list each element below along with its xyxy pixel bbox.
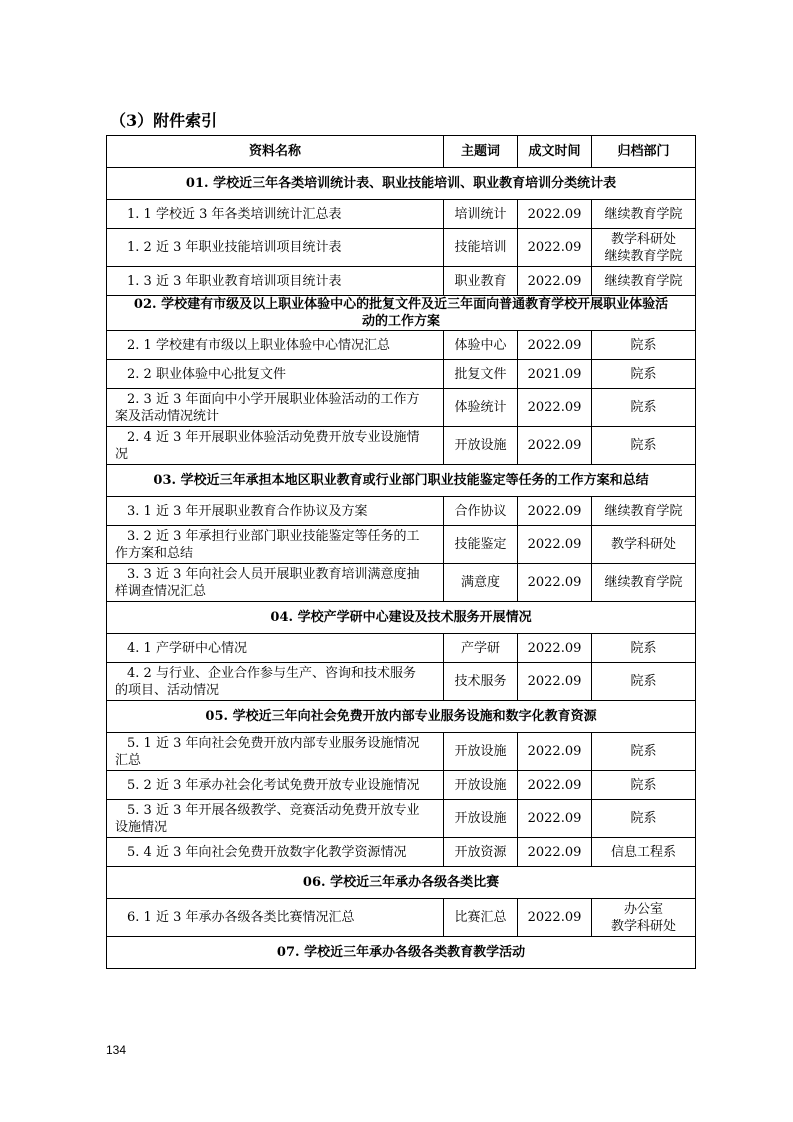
- section-row: [107, 701, 696, 733]
- keyword-cell: 比赛汇总: [444, 899, 518, 937]
- section-title: 05. 学校近三年向社会免费开放内部专业服务设施和数字化教育资源: [205, 709, 597, 724]
- keyword-cell: 批复文件: [444, 360, 518, 389]
- document-name: 1. 1 学校近 3 年各类培训统计汇总表: [127, 206, 342, 222]
- document-name: 案及活动情况统计: [115, 408, 220, 424]
- document-name-cell: [107, 526, 444, 564]
- table-row: [107, 899, 696, 937]
- keyword-cell: 培训统计: [444, 200, 518, 229]
- table-row: [107, 733, 696, 771]
- department-cell: [592, 200, 696, 229]
- document-name-cell: [107, 899, 444, 937]
- section-title: 03. 学校近三年承担本地区职业教育或行业部门职业技能鉴定等任务的工作方案和总结: [153, 473, 649, 488]
- department-cell: [592, 229, 696, 267]
- document-name: 1. 3 近 3 年职业教育培训项目统计表: [127, 273, 342, 289]
- department: 院系: [630, 674, 657, 689]
- department: 继续教育学院: [604, 575, 683, 590]
- date-cell: 2022.09: [518, 200, 592, 229]
- department: 信息工程系: [610, 844, 676, 860]
- keyword-cell: 开放设施: [444, 733, 518, 771]
- department-cell: [592, 564, 696, 602]
- table-header-row: [107, 136, 696, 168]
- section-title-cell: [107, 937, 696, 969]
- document-name: 6. 1 近 3 年承办各级各类比赛情况汇总: [127, 910, 355, 925]
- keyword-cell: 开放资源: [444, 838, 518, 867]
- department-cell: [592, 634, 696, 663]
- column-header: 资料名称: [107, 136, 444, 168]
- document-name-cell: [107, 800, 444, 838]
- document-name-cell: [107, 331, 444, 360]
- document-name-cell: [107, 663, 444, 701]
- table-body: [107, 168, 696, 969]
- section-title: 01. 学校近三年各类培训统计表、职业技能培训、职业教育培训分类统计表: [185, 176, 617, 191]
- department-cell: [592, 427, 696, 465]
- department: 办公室: [623, 901, 663, 917]
- keyword-cell: 体验统计: [444, 389, 518, 427]
- date-cell: 2022.09: [518, 497, 592, 526]
- document-name: 3. 2 近 3 年承担行业部门职业技能鉴定等任务的工: [127, 528, 420, 544]
- section-title-cell: [107, 701, 696, 733]
- department: 院系: [630, 400, 657, 415]
- department-cell: [592, 360, 696, 389]
- section-title: 04. 学校产学研中心建设及技术服务开展情况: [270, 610, 532, 625]
- date-cell: 2022.09: [518, 427, 592, 465]
- document-name: 2. 4 近 3 年开展职业体验活动免费开放专业设施情: [127, 429, 420, 445]
- document-name: 2. 2 职业体验中心批复文件: [127, 366, 286, 382]
- department: 教学科研处: [610, 231, 676, 247]
- document-name: 4. 2 与行业、企业合作参与生产、咨询和技术服务: [127, 665, 416, 681]
- document-name: 2. 1 学校建有市级以上职业体验中心情况汇总: [127, 337, 390, 353]
- department: 继续教育学院: [604, 248, 683, 264]
- keyword-cell: 开放设施: [444, 771, 518, 800]
- document-name-cell: [107, 427, 444, 465]
- table-row: [107, 663, 696, 701]
- column-header: 主题词: [444, 136, 518, 168]
- document-name-cell: [107, 229, 444, 267]
- document-name-cell: [107, 771, 444, 800]
- table-row: [107, 200, 696, 229]
- column-header: 成文时间: [518, 136, 592, 168]
- document-name-cell: [107, 267, 444, 296]
- department: 院系: [630, 640, 657, 656]
- section-row: [107, 937, 696, 969]
- document-name: 汇总: [115, 752, 142, 768]
- department-cell: [592, 800, 696, 838]
- table-row: [107, 331, 696, 360]
- department: 院系: [630, 438, 657, 453]
- table-row: [107, 634, 696, 663]
- date-cell: 2022.09: [518, 331, 592, 360]
- document-name: 5. 4 近 3 年向社会免费开放数字化教学资源情况: [127, 844, 407, 860]
- document-name-cell: [107, 200, 444, 229]
- section-title-cell: [107, 296, 696, 331]
- date-cell: 2022.09: [518, 229, 592, 267]
- department: 院系: [630, 337, 657, 353]
- column-header: 归档部门: [592, 136, 696, 168]
- department-cell: [592, 267, 696, 296]
- section-row: [107, 168, 696, 200]
- section-title-cell: [107, 867, 696, 899]
- section-title: 02. 学校建有市级及以上职业体验中心的批复文件及近三年面向普通教育学校开展职业体验活: [133, 297, 669, 312]
- table-row: [107, 497, 696, 526]
- page-number: 134: [106, 1043, 127, 1057]
- section-title: 07. 学校近三年承办各级各类教育教学活动: [276, 945, 526, 960]
- keyword-cell: 技术服务: [444, 663, 518, 701]
- table-row: [107, 526, 696, 564]
- date-cell: 2022.09: [518, 733, 592, 771]
- keyword-cell: 满意度: [444, 564, 518, 602]
- document-name-cell: [107, 389, 444, 427]
- keyword-cell: 体验中心: [444, 331, 518, 360]
- department-cell: [592, 733, 696, 771]
- section-row: [107, 296, 696, 331]
- section-row: [107, 867, 696, 899]
- department: 院系: [630, 366, 657, 382]
- department: 院系: [630, 744, 657, 759]
- department: 继续教育学院: [604, 503, 683, 519]
- keyword-cell: 技能鉴定: [444, 526, 518, 564]
- department-cell: [592, 838, 696, 867]
- date-cell: 2022.09: [518, 389, 592, 427]
- document-name: 5. 2 近 3 年承办社会化考试免费开放专业设施情况: [127, 777, 420, 793]
- table-row: [107, 267, 696, 296]
- section-title: 06. 学校近三年承办各级各类比赛: [302, 875, 500, 890]
- department: 教学科研处: [610, 918, 676, 934]
- date-cell: 2022.09: [518, 634, 592, 663]
- section-row: [107, 465, 696, 497]
- document-name-cell: [107, 634, 444, 663]
- document-name: 5. 1 近 3 年向社会免费开放内部专业服务设施情况: [127, 735, 420, 751]
- document-name-cell: [107, 360, 444, 389]
- department-cell: [592, 389, 696, 427]
- date-cell: 2022.09: [518, 564, 592, 602]
- table-row: [107, 564, 696, 602]
- keyword-cell: 职业教育: [444, 267, 518, 296]
- document-name-cell: [107, 497, 444, 526]
- keyword-cell: 合作协议: [444, 497, 518, 526]
- section-title-cell: [107, 465, 696, 497]
- section-heading: （3）附件索引: [110, 111, 218, 130]
- document-name: 作方案和总结: [115, 545, 194, 561]
- table-row: [107, 838, 696, 867]
- department: 教学科研处: [610, 537, 676, 552]
- document-name: 样调查情况汇总: [115, 583, 207, 599]
- document-name-cell: [107, 733, 444, 771]
- document-name: 的项目、活动情况: [115, 682, 220, 698]
- date-cell: 2021.09: [518, 360, 592, 389]
- document-name-cell: [107, 838, 444, 867]
- date-cell: 2022.09: [518, 267, 592, 296]
- date-cell: 2022.09: [518, 526, 592, 564]
- department: 继续教育学院: [604, 206, 683, 222]
- table-row: [107, 427, 696, 465]
- section-title: 动的工作方案: [361, 314, 440, 329]
- table-row: [107, 771, 696, 800]
- keyword-cell: 开放设施: [444, 800, 518, 838]
- section-row: [107, 602, 696, 634]
- keyword-cell: 产学研: [444, 634, 518, 663]
- document-name: 设施情况: [115, 819, 168, 835]
- department-cell: [592, 899, 696, 937]
- department-cell: [592, 771, 696, 800]
- department-cell: [592, 497, 696, 526]
- department-cell: [592, 526, 696, 564]
- date-cell: 2022.09: [518, 838, 592, 867]
- date-cell: 2022.09: [518, 771, 592, 800]
- department: 院系: [630, 811, 657, 826]
- date-cell: 2022.09: [518, 800, 592, 838]
- attachment-index-table: [106, 135, 696, 969]
- document-name: 况: [115, 446, 129, 462]
- table-row: [107, 389, 696, 427]
- table-row: [107, 800, 696, 838]
- document-name: 3. 1 近 3 年开展职业教育合作协议及方案: [127, 503, 368, 519]
- section-title-cell: [107, 602, 696, 634]
- document-name: 1. 2 近 3 年职业技能培训项目统计表: [127, 240, 342, 255]
- department: 继续教育学院: [604, 273, 683, 289]
- table-row: [107, 229, 696, 267]
- document-name: 4. 1 产学研中心情况: [127, 640, 247, 656]
- section-title-cell: [107, 168, 696, 200]
- department-cell: [592, 663, 696, 701]
- document-name: 2. 3 近 3 年面向中小学开展职业体验活动的工作方: [127, 391, 420, 407]
- department: 院系: [630, 777, 657, 793]
- keyword-cell: 开放设施: [444, 427, 518, 465]
- document-name: 3. 3 近 3 年向社会人员开展职业教育培训满意度抽: [127, 566, 420, 582]
- document-name-cell: [107, 564, 444, 602]
- document-name: 5. 3 近 3 年开展各级教学、竞赛活动免费开放专业: [127, 802, 420, 818]
- date-cell: 2022.09: [518, 899, 592, 937]
- table-row: [107, 360, 696, 389]
- keyword-cell: 技能培训: [444, 229, 518, 267]
- date-cell: 2022.09: [518, 663, 592, 701]
- department-cell: [592, 331, 696, 360]
